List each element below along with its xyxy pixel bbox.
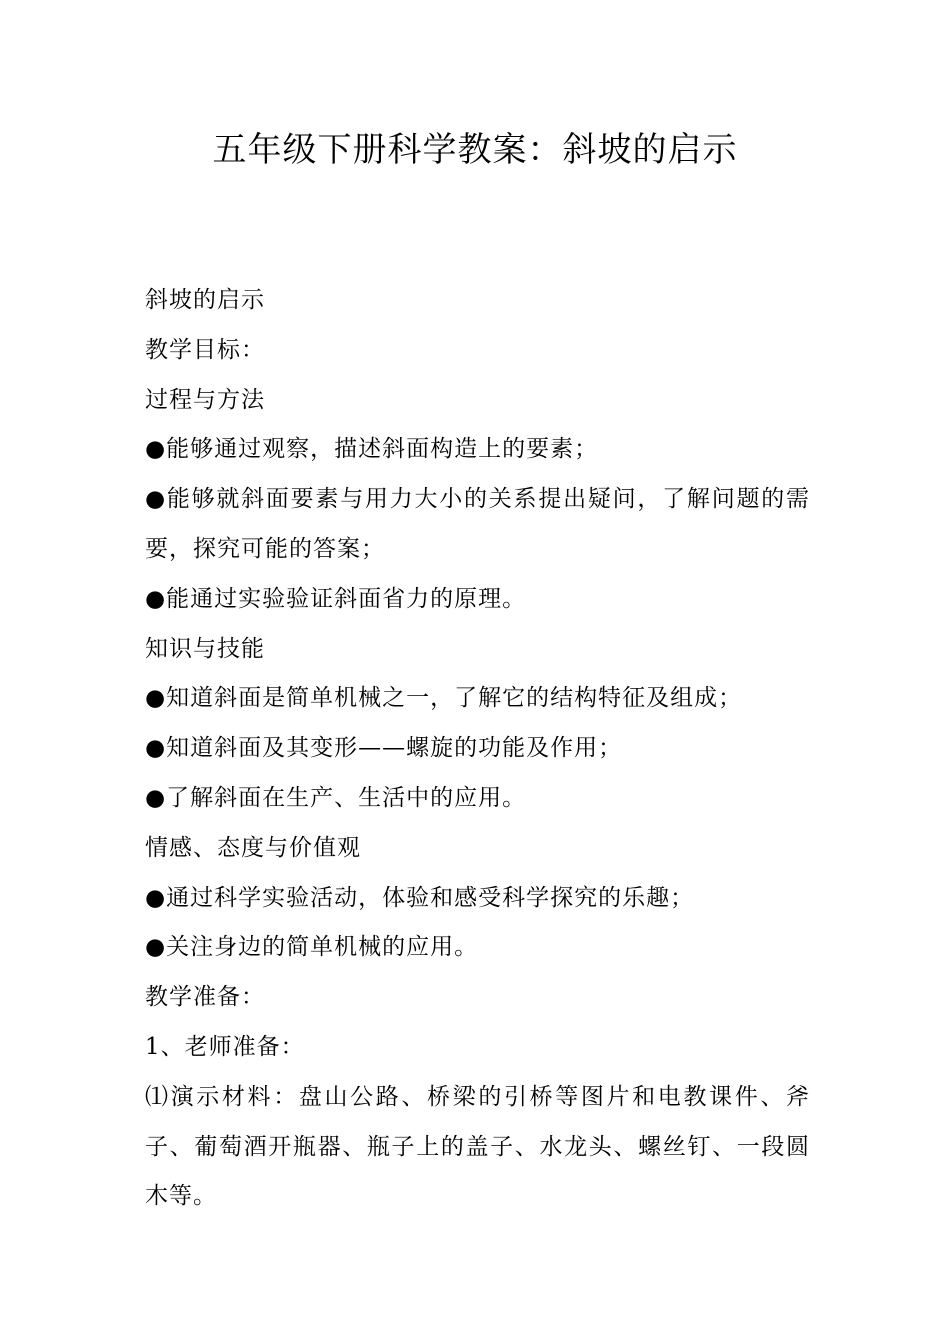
document-title: 五年级下册科学教案：斜坡的启示 xyxy=(212,130,738,170)
bullet-item: ●了解斜面在生产、生活中的应用。 xyxy=(145,784,527,811)
numbered-item: 1、老师准备： xyxy=(145,1033,305,1060)
bullet-item: ●能够就斜面要素与用力大小的关系提出疑问，了解问题的需要，探究可能的答案； xyxy=(145,486,810,562)
bullet-item: ●通过科学实验活动，体验和感受科学探究的乐趣； xyxy=(145,884,695,911)
document-body xyxy=(145,276,810,1222)
bullet-item: ●关注身边的简单机械的应用。 xyxy=(145,934,479,961)
section-heading-objectives: 教学目标： xyxy=(145,336,265,363)
numbered-sub-item: ⑴演示材料：盘山公路、桥梁的引桥等图片和电教课件、斧子、葡萄酒开瓶器、瓶子上的盖子、水龙头、螺丝钉、一段圆木等。 xyxy=(145,1083,810,1210)
subsection-heading-attitude-values: 情感、态度与价值观 xyxy=(145,834,361,861)
lesson-heading: 斜坡的启示 xyxy=(145,287,265,313)
subsection-heading-process-methods: 过程与方法 xyxy=(145,386,265,413)
bullet-item: ●知道斜面是简单机械之一，了解它的结构特征及组成； xyxy=(145,685,743,712)
bullet-item: ●能通过实验验证斜面省力的原理。 xyxy=(145,585,527,612)
section-heading-preparation: 教学准备： xyxy=(145,984,265,1011)
bullet-item: ●能够通过观察，描述斜面构造上的要素； xyxy=(145,436,599,463)
bullet-item: ●知道斜面及其变形——螺旋的功能及作用； xyxy=(145,735,623,762)
subsection-heading-knowledge-skills: 知识与技能 xyxy=(145,635,265,662)
